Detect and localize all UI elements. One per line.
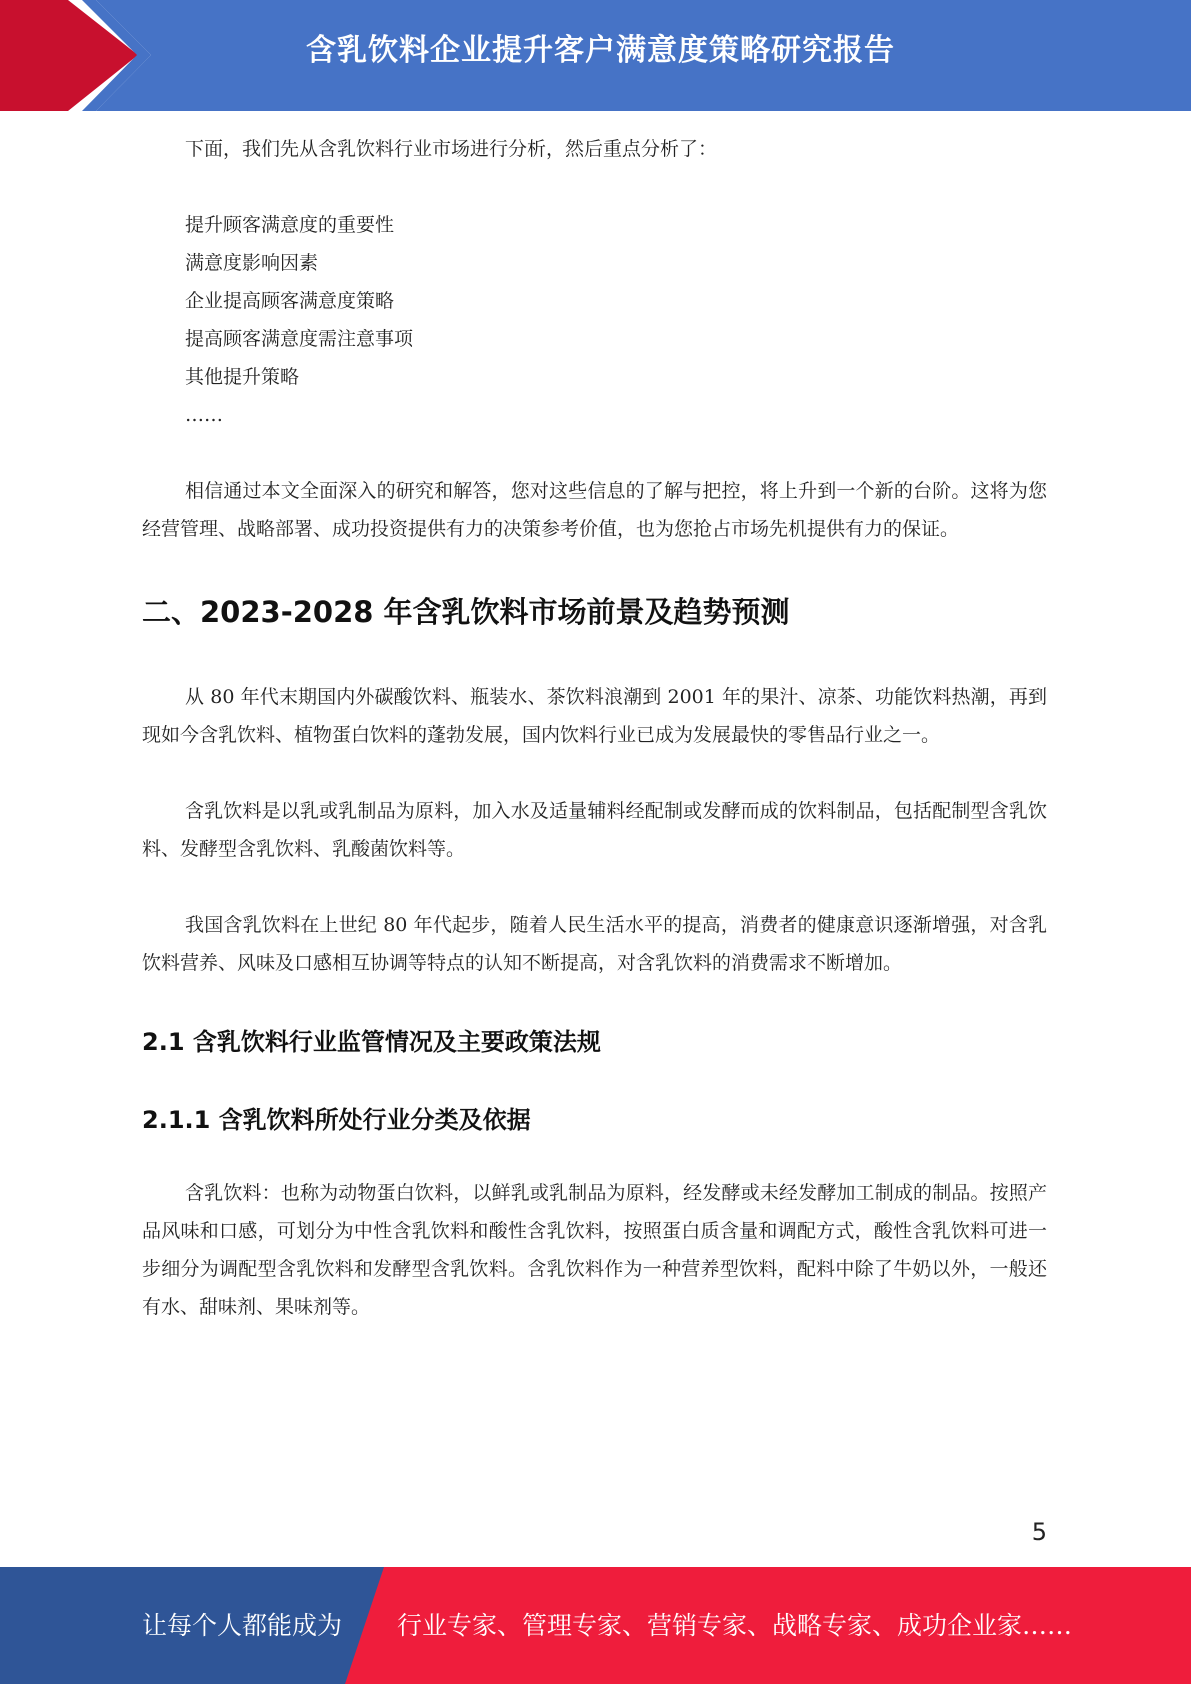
section-2-paragraph: 我国含乳饮料在上世纪 80 年代起步，随着人民生活水平的提高，消费者的健康意识逐渐增强，对含乳饮料营养、风味及口感相互协调等特点的认知不断提高，对含乳饮料的消费需求不断增加。 <box>142 914 1047 974</box>
list-item: 提高顾客满意度需注意事项 <box>185 328 414 350</box>
list-item: …… <box>185 404 223 426</box>
footer-slogan-lead: 让每个人都能成为 <box>142 1611 343 1640</box>
list-item: 提升顾客满意度的重要性 <box>185 214 395 236</box>
list-item: 企业提高顾客满意度策略 <box>185 290 395 312</box>
section-2-paragraph: 含乳饮料是以乳或乳制品为原料，加入水及适量辅料经配制或发酵而成的饮料制品，包括配制型含乳饮料、发酵型含乳饮料、乳酸菌饮料等。 <box>142 800 1047 860</box>
header-chevron-graphic <box>0 0 160 111</box>
footer-slogan-tail: 行业专家、管理专家、营销专家、战略专家、成功企业家…… <box>397 1611 1073 1640</box>
page-number: 5 <box>1031 1518 1047 1546</box>
intro-closing: 相信通过本文全面深入的研究和解答，您对这些信息的了解与把控，将上升到一个新的台阶。这将为您经营管理、战略部署、成功投资提供有力的决策参考价值，也为您抢占市场先机提供有力的保证。 <box>142 480 1047 540</box>
page-footer <box>0 1567 1191 1684</box>
section-2-1-1-heading: 2.1.1 含乳饮料所处行业分类及依据 <box>142 1106 531 1134</box>
section-2-1-heading: 2.1 含乳饮料行业监管情况及主要政策法规 <box>142 1028 601 1056</box>
document-body <box>142 130 1047 1326</box>
section-2-heading: 二、2023-2028 年含乳饮料市场前景及趋势预测 <box>142 595 790 629</box>
page-header <box>0 0 1191 111</box>
intro-lead: 下面，我们先从含乳饮料行业市场进行分析，然后重点分析了： <box>185 138 718 160</box>
list-item: 满意度影响因素 <box>185 252 319 274</box>
topic-list <box>142 206 1047 434</box>
report-title: 含乳饮料企业提升客户满意度策略研究报告 <box>306 33 895 68</box>
list-item: 其他提升策略 <box>185 366 300 388</box>
section-2-paragraph: 从 80 年代末期国内外碳酸饮料、瓶装水、茶饮料浪潮到 2001 年的果汁、凉茶、功能饮料热潮，再到现如今含乳饮料、植物蛋白饮料的蓬勃发展，国内饮料行业已成为发展最快的零售品行业之一。 <box>142 686 1047 746</box>
section-2-1-1-paragraph: 含乳饮料：也称为动物蛋白饮料，以鲜乳或乳制品为原料，经发酵或未经发酵加工制成的制品。按照产品风味和口感，可划分为中性含乳饮料和酸性含乳饮料，按照蛋白质含量和调配方式，酸性含乳饮料可进一步细分为调配型含乳饮料和发酵型含乳饮料。含乳饮料作为一种营养型饮料，配料中除了牛奶以外，一般还有水、甜味剂、果味剂等。 <box>142 1182 1047 1318</box>
